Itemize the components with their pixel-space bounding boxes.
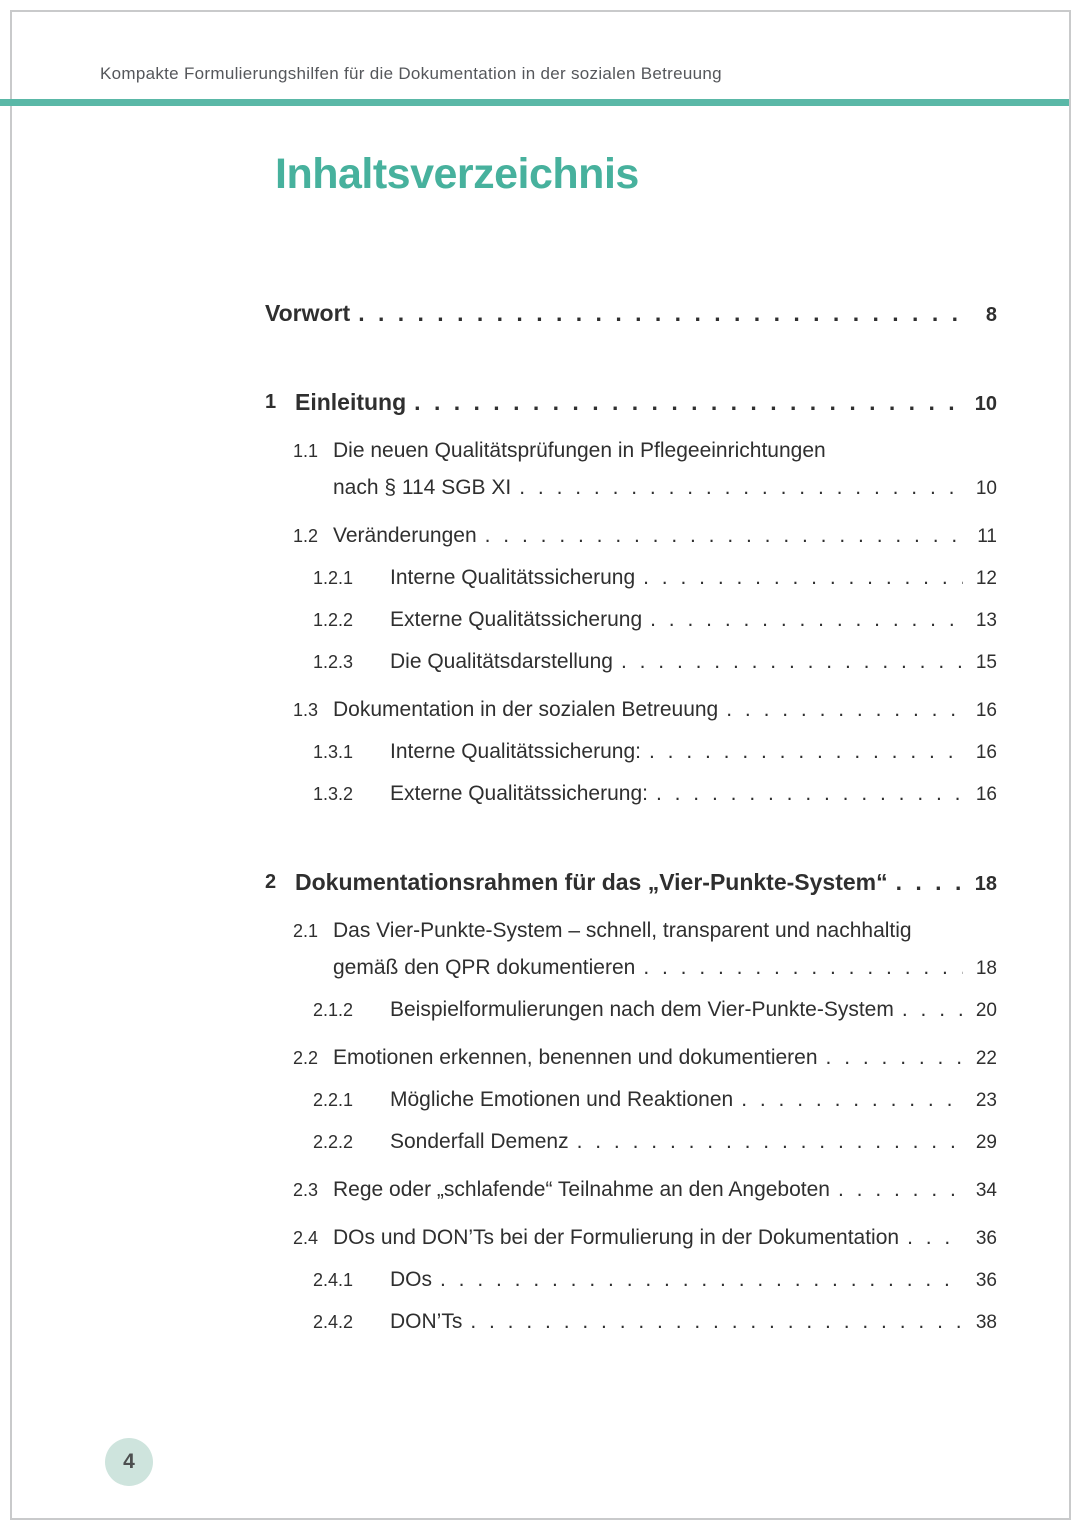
toc-entry xyxy=(265,1177,997,1204)
dot-leader-icon xyxy=(358,300,963,326)
toc-entry-page: 8 xyxy=(985,304,997,326)
page-title: Inhaltsverzeichnis xyxy=(275,150,639,198)
dot-leader-icon xyxy=(577,1129,963,1155)
toc-entry-title: DON’Ts xyxy=(390,1310,463,1333)
toc-entry-lastline xyxy=(295,869,997,897)
toc-entry-lines xyxy=(333,523,997,550)
toc-entry-lines xyxy=(333,697,997,724)
toc-entry-lines xyxy=(390,1267,997,1294)
toc-entry-number: 1.2 xyxy=(293,526,319,546)
toc-entry-lastline xyxy=(265,300,997,328)
toc-entry xyxy=(265,997,997,1024)
toc-entry xyxy=(265,869,997,897)
toc-entry-title: Externe Qualitätssicherung: xyxy=(390,782,648,805)
dot-leader-icon xyxy=(726,697,963,723)
toc-entry-page: 13 xyxy=(975,610,997,631)
toc-entry-title: Die Qualitätsdarstellung xyxy=(390,650,613,673)
toc-entry-lines xyxy=(390,649,997,676)
toc-entry-number: 2.4.2 xyxy=(313,1312,354,1332)
toc-entry-number: 2.4.1 xyxy=(313,1270,354,1290)
document-page xyxy=(10,10,1071,1520)
toc-entry-page: 10 xyxy=(974,393,997,415)
toc-entry-lines xyxy=(333,1045,997,1072)
toc-entry-title: Veränderungen xyxy=(333,524,477,547)
toc-entry-number: 1.2.2 xyxy=(313,610,354,630)
toc-entry-lines xyxy=(265,300,997,328)
toc-entry xyxy=(265,649,997,676)
dot-leader-icon xyxy=(643,565,963,591)
dot-leader-icon xyxy=(907,1225,963,1251)
toc-entry-number: 2.4 xyxy=(293,1228,319,1248)
toc-entry-lines xyxy=(295,389,997,417)
dot-leader-icon xyxy=(896,869,963,895)
toc-entry-lastline xyxy=(333,1225,997,1252)
toc-entry-page: 22 xyxy=(975,1048,997,1069)
toc-entry-number: 1.1 xyxy=(293,441,319,461)
toc-entry-page: 36 xyxy=(975,1270,997,1291)
toc-entry-title: Dokumentation in der sozialen Betreuung xyxy=(333,698,719,721)
toc-entry-lines xyxy=(390,997,997,1024)
toc-entry-lastline xyxy=(390,997,997,1024)
dot-leader-icon xyxy=(826,1045,963,1071)
toc-entry-title-line1: Das Vier-Punkte-System – schnell, transparent und nachhaltig xyxy=(333,919,912,942)
toc-entry xyxy=(265,1045,997,1072)
toc-entry-title: Externe Qualitätssicherung xyxy=(390,608,643,631)
toc-entry-page: 36 xyxy=(975,1228,997,1249)
toc-entry-page: 29 xyxy=(975,1132,997,1153)
toc-entry-page: 11 xyxy=(977,526,997,547)
dot-leader-icon xyxy=(414,389,963,415)
toc-entry-page: 16 xyxy=(975,784,997,805)
toc-entry-number: 1.2.3 xyxy=(313,652,354,672)
dot-leader-icon xyxy=(485,523,963,549)
toc-entry-page: 18 xyxy=(974,873,997,895)
toc-entry-lastline xyxy=(390,565,997,592)
running-header: Kompakte Formulierungshilfen für die Dokumentation in der sozialen Betreuung xyxy=(100,64,722,83)
toc-entry-title-line1: Die neuen Qualitätsprüfungen in Pflegeeinrichtungen xyxy=(333,439,826,462)
toc-entry-lastline xyxy=(333,1177,997,1204)
toc-entry-number: 2.1.2 xyxy=(313,1000,354,1020)
dot-leader-icon xyxy=(440,1267,963,1293)
toc-entry-number: 1 xyxy=(265,391,277,413)
toc-entry-lines xyxy=(295,869,997,897)
toc-entry-lastline xyxy=(333,1045,997,1072)
toc-entry-lines xyxy=(333,1225,997,1252)
toc-entry xyxy=(265,1267,997,1294)
toc-entry-lastline xyxy=(390,1309,997,1336)
toc-entry-page: 15 xyxy=(975,652,997,673)
toc-entry-lines xyxy=(390,739,997,766)
toc-entry-title: Sonderfall Demenz xyxy=(390,1130,569,1153)
toc-entry-number: 1.3.2 xyxy=(313,784,354,804)
toc-entry-lastline xyxy=(333,955,997,982)
toc-entry xyxy=(265,781,997,808)
dot-leader-icon xyxy=(902,997,963,1023)
toc-entry xyxy=(265,1129,997,1156)
toc-entry xyxy=(265,739,997,766)
toc-entry-page: 10 xyxy=(975,478,997,499)
toc-entry-title: Beispielformulierungen nach dem Vier-Punkte-System xyxy=(390,998,894,1021)
dot-leader-icon xyxy=(643,955,963,981)
toc-entry-lastline xyxy=(390,781,997,808)
toc-entry-title: Rege oder „schlafende“ Teilnahme an den Angeboten xyxy=(333,1178,830,1201)
toc-entry-title: Dokumentationsrahmen für das „Vier-Punkte-System“ xyxy=(295,869,888,895)
toc-entry-title: DOs xyxy=(390,1268,432,1291)
toc-entry-number: 2.2.2 xyxy=(313,1132,354,1152)
toc-entry-lastline xyxy=(333,475,997,502)
toc-entry-lastline xyxy=(390,1129,997,1156)
toc-entry-lastline xyxy=(333,523,997,550)
toc-entry xyxy=(265,389,997,417)
header-rule xyxy=(0,99,1069,106)
toc-entry-lastline xyxy=(390,1087,997,1114)
toc-entry xyxy=(265,300,997,328)
toc-entry-number: 2 xyxy=(265,871,277,893)
dot-leader-icon xyxy=(656,781,963,807)
toc-entry-page: 16 xyxy=(975,742,997,763)
toc-entry xyxy=(265,438,997,502)
toc-entry-page: 18 xyxy=(975,958,997,979)
toc-entry-lines xyxy=(390,781,997,808)
toc-entry-lastline xyxy=(390,739,997,766)
dot-leader-icon xyxy=(519,475,963,501)
dot-leader-icon xyxy=(621,649,963,675)
toc-entry-number: 1.3 xyxy=(293,700,319,720)
toc-entry-page: 34 xyxy=(975,1180,997,1201)
dot-leader-icon xyxy=(649,739,963,765)
toc-entry-title: Mögliche Emotionen und Reaktionen xyxy=(390,1088,734,1111)
toc-entry-lines xyxy=(390,565,997,592)
toc-entry xyxy=(265,607,997,634)
toc-entry-lines xyxy=(390,607,997,634)
toc-entry xyxy=(265,918,997,982)
toc-entry-page: 16 xyxy=(975,700,997,721)
toc-entry-title: Einleitung xyxy=(295,389,407,415)
toc-entry-number: 2.2 xyxy=(293,1048,319,1068)
dot-leader-icon xyxy=(838,1177,963,1203)
table-of-contents xyxy=(265,300,997,1336)
toc-entry-title: Vorwort xyxy=(265,300,351,326)
toc-entry xyxy=(265,523,997,550)
toc-entry-lines xyxy=(390,1087,997,1114)
toc-entry-lines xyxy=(333,1177,997,1204)
toc-entry-number: 2.1 xyxy=(293,921,319,941)
toc-entry-number: 2.3 xyxy=(293,1180,319,1200)
toc-entry-page: 20 xyxy=(975,1000,997,1021)
toc-entry-lastline xyxy=(390,1267,997,1294)
toc-entry xyxy=(265,1309,997,1336)
toc-entry-title: Interne Qualitätssicherung xyxy=(390,566,636,589)
toc-entry-lines xyxy=(390,1309,997,1336)
toc-entry xyxy=(265,1225,997,1252)
toc-entry-title: gemäß den QPR dokumentieren xyxy=(333,956,636,979)
toc-entry-page: 38 xyxy=(975,1312,997,1333)
toc-entry-number: 1.2.1 xyxy=(313,568,354,588)
toc-entry-lastline xyxy=(333,697,997,724)
toc-entry-number: 2.2.1 xyxy=(313,1090,354,1110)
toc-entry-lines xyxy=(390,1129,997,1156)
dot-leader-icon xyxy=(650,607,963,633)
toc-entry-title: DOs und DON’Ts bei der Formulierung in der Dokumentation xyxy=(333,1226,900,1249)
toc-entry-title: Emotionen erkennen, benennen und dokumentieren xyxy=(333,1046,818,1069)
toc-entry-lines xyxy=(333,918,997,982)
toc-entry-lastline xyxy=(390,607,997,634)
toc-entry-number: 1.3.1 xyxy=(313,742,354,762)
toc-entry-title: nach § 114 SGB XI xyxy=(333,476,512,499)
toc-entry-lastline xyxy=(295,389,997,417)
dot-leader-icon xyxy=(470,1309,963,1335)
toc-entry xyxy=(265,697,997,724)
page-number: 4 xyxy=(123,1450,135,1473)
toc-entry-title: Interne Qualitätssicherung: xyxy=(390,740,641,763)
toc-entry-lastline xyxy=(390,649,997,676)
toc-entry-page: 23 xyxy=(975,1090,997,1111)
toc-entry xyxy=(265,1087,997,1114)
toc-entry-lines xyxy=(333,438,997,502)
page-number-badge xyxy=(105,1438,153,1486)
dot-leader-icon xyxy=(741,1087,963,1113)
toc-entry xyxy=(265,565,997,592)
toc-entry-page: 12 xyxy=(975,568,997,589)
